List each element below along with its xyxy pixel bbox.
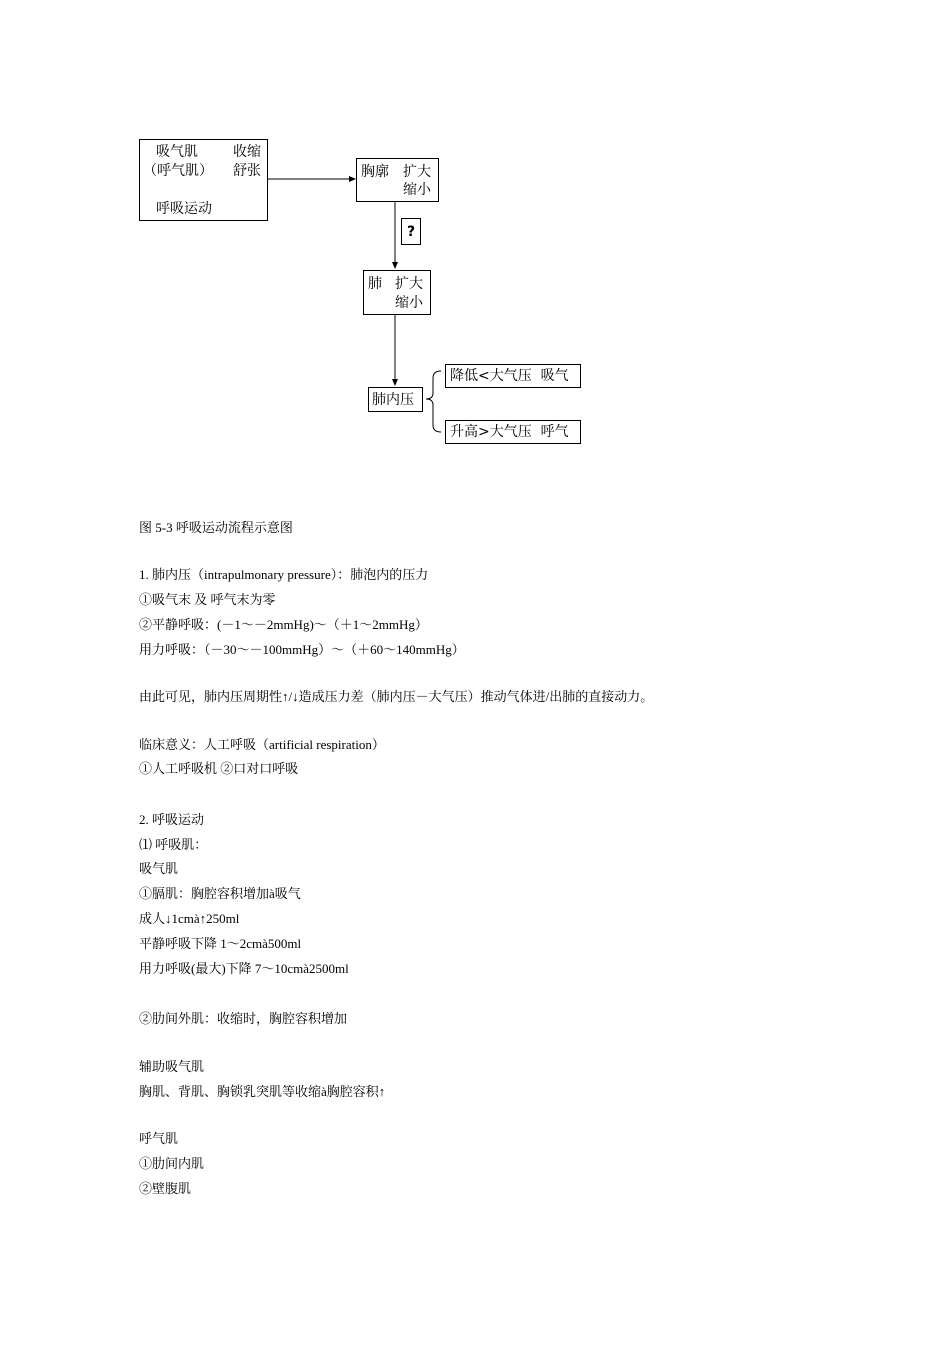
lung-box <box>363 270 431 315</box>
text-line: 临床意义：人工呼吸（artificial respiration） <box>139 737 385 752</box>
pressure-box <box>368 387 423 412</box>
inhale-muscle-label: 吸气肌 <box>156 144 198 160</box>
text-line: ②平静呼吸：(－1～－2mmHg)～（＋1～2mmHg） <box>139 617 428 632</box>
figure-caption: 图 5-3 呼吸运动流程示意图 <box>139 520 293 535</box>
respiratory-movement-label: 呼吸运动 <box>156 201 212 217</box>
thorax-label: 胸廓 <box>361 164 389 180</box>
exhale-outcome-label: 升高>大气压 呼气 <box>450 424 569 440</box>
pressure-label: 肺内压 <box>372 392 414 408</box>
text-line: ⑴ 呼吸肌： <box>139 837 208 852</box>
text-line: 胸肌、背肌、胸锁乳突肌等收缩à胸腔容积↑ <box>139 1084 386 1099</box>
text-line: ①吸气末 及 呼气末为零 <box>139 592 276 607</box>
exhale-outcome-box <box>445 420 581 444</box>
inhale-outcome-label: 降低<大气压 吸气 <box>450 368 569 384</box>
text-line: 由此可见，肺内压周期性↑/↓造成压力差（肺内压－大气压）推动气体进/出肺的直接动力。 <box>139 689 654 704</box>
text-line: ①人工呼吸机 ②口对口呼吸 <box>139 761 299 776</box>
text-line: 2. 呼吸运动 <box>139 812 205 827</box>
question-mark: ? <box>406 224 416 240</box>
text-line: 1. 肺内压（intrapulmonary pressure）：肺泡内的压力 <box>139 567 429 582</box>
exhale-muscle-label: （呼气肌） <box>143 163 213 179</box>
arrow-lung-to-pressure <box>392 315 398 386</box>
thorax-shrink-label: 缩小 <box>403 182 431 198</box>
thorax-box <box>356 158 439 202</box>
arrow-muscle-to-thorax <box>267 176 356 182</box>
text-line: 成人↓1cmà↑250ml <box>139 911 240 926</box>
arrow-thorax-to-lung <box>392 202 398 269</box>
text-line: 用力呼吸：（－30～－100mmHg）～（＋60～140mmHg） <box>139 642 465 657</box>
text-line: 辅助吸气肌 <box>139 1059 205 1074</box>
lung-shrink-label: 缩小 <box>395 295 423 311</box>
respiratory-muscle-box <box>139 139 268 221</box>
question-box <box>401 218 421 245</box>
text-line: 吸气肌 <box>139 861 179 876</box>
contract-label: 收缩 <box>233 144 261 160</box>
thorax-expand-label: 扩大 <box>403 164 431 180</box>
lung-expand-label: 扩大 <box>395 276 423 292</box>
inhale-outcome-box <box>445 364 581 388</box>
text-line: ①膈肌：胸腔容积增加à吸气 <box>139 886 301 901</box>
text-line: 平静呼吸下降 1～2cmà500ml <box>139 936 302 951</box>
text-line: ②肋间外肌：收缩时，胸腔容积增加 <box>139 1011 348 1026</box>
relax-label: 舒张 <box>233 163 261 179</box>
text-line: 用力呼吸(最大)下降 7～10cmà2500ml <box>139 961 349 976</box>
text-line: 呼气肌 <box>139 1131 179 1146</box>
text-line: ①肋间内肌 <box>139 1156 205 1171</box>
text-line: ②壁腹肌 <box>139 1181 192 1196</box>
pressure-brace <box>426 371 441 432</box>
lung-label: 肺 <box>368 276 382 292</box>
